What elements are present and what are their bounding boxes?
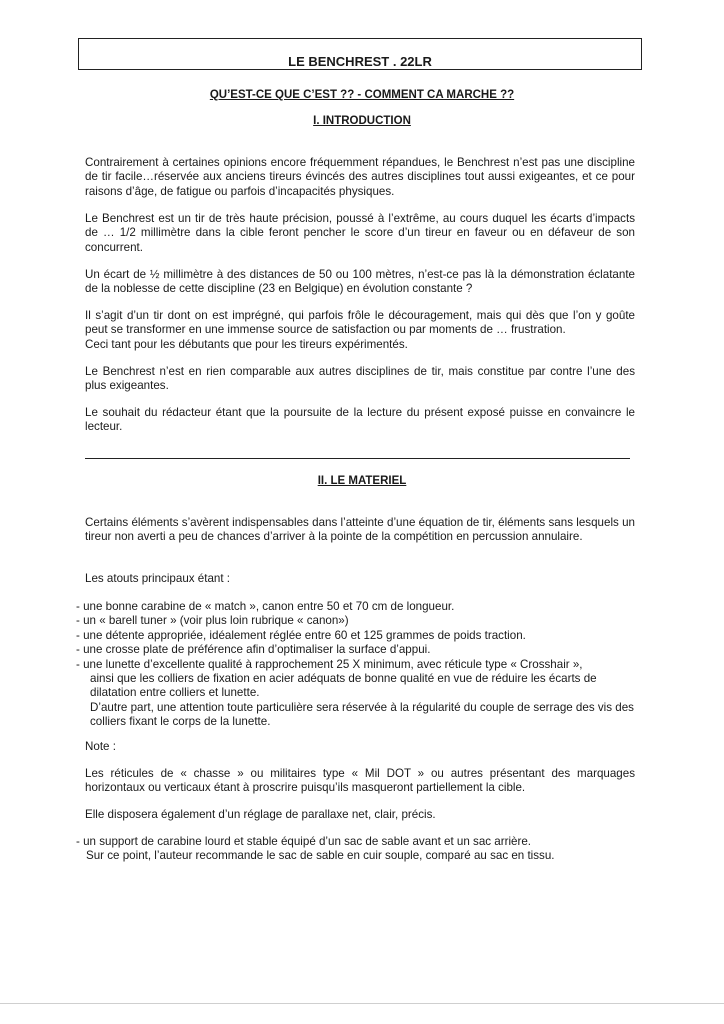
support-item-continuation: Sur ce point, l’auteur recommande le sac de sable en cuir souple, comparé au sac en tissu. bbox=[86, 849, 555, 863]
materiel-intro-paragraph: Certains éléments s’avèrent indispensables dans l’atteinte d’une équation de tir, éléments sans lesquels un tireur non averti a peu de chances d’arriver à la pointe de la compétition en percussion annulaire. bbox=[85, 516, 635, 544]
document-title: LE BENCHREST . 22LR bbox=[288, 54, 432, 69]
scope-item-first-line: - une lunette d’excellente qualité à rapprochement 25 X minimum, avec réticule type « Crosshair », bbox=[76, 657, 583, 671]
note-label: Note : bbox=[85, 740, 116, 753]
note-text: Les réticules de « chasse » ou militaires type « Mil DOT » ou autres présentant des marquages horizontaux ou verticaux étant à proscrire puisqu’ils masqueront partiellement la cible. bbox=[85, 767, 635, 795]
support-item-first-line: - un support de carabine lourd et stable équipé d’un sac de sable avant et un sac arrière. bbox=[76, 835, 532, 848]
title-box bbox=[78, 38, 642, 70]
support-list bbox=[76, 835, 636, 864]
section-divider bbox=[85, 458, 630, 459]
list-item: - une détente appropriée, idéalement réglée entre 60 et 125 grammes de poids traction. bbox=[76, 628, 526, 642]
intro-paragraph-7: Le souhait du rédacteur étant que la poursuite de la lecture du présent exposé puisse en convaincre le lecteur. bbox=[85, 406, 635, 434]
scope-item-continuation-1: ainsi que les colliers de fixation en acier adéquats de bonne qualité en vue de réduire les écarts de dilatation entre colliers et lunette. bbox=[90, 672, 597, 700]
section-heading-introduction: I. INTRODUCTION bbox=[313, 115, 411, 127]
intro-paragraph-6: Le Benchrest n’est en rien comparable aux autres disciplines de tir, mais constitue par contre l’une des plus exigeantes. bbox=[85, 365, 635, 393]
list-item-support bbox=[76, 835, 636, 864]
list-item-scope bbox=[76, 658, 636, 730]
document-subtitle: QU’EST-CE QUE C’EST ?? - COMMENT CA MARCHE ?? bbox=[209, 89, 515, 101]
intro-paragraph-4: Il s’agit d’un tir dont on est imprégné, qui parfois frôle le découragement, mais qui dès que l’on y goûte peut se transformer en une immense source de satisfaction ou par moments de … frustration. bbox=[85, 309, 635, 337]
materiel-list bbox=[76, 600, 636, 730]
materiel-lead: Les atouts principaux étant : bbox=[85, 572, 231, 585]
scan-edge-line bbox=[0, 1003, 724, 1004]
section-heading-materiel: II. LE MATERIEL bbox=[317, 475, 407, 487]
parallax-text: Elle disposera également d’un réglage de parallaxe net, clair, précis. bbox=[85, 808, 436, 821]
list-item: - un « barell tuner » (voir plus loin rubrique « canon») bbox=[76, 614, 349, 628]
intro-paragraph-2: Le Benchrest est un tir de très haute précision, poussé à l’extrême, au cours duquel les écarts d’impacts de … 1/2 millimètre dans la cible feront pencher le score d’un tireur en faveur ou en défaveur de son concurrent. bbox=[85, 212, 635, 254]
list-item: - une bonne carabine de « match », canon entre 50 et 70 cm de longueur. bbox=[76, 600, 455, 613]
list-item: - une crosse plate de préférence afin d’optimaliser la surface d’appui. bbox=[76, 643, 431, 657]
scope-item-continuation-2: D’autre part, une attention toute particulière sera réservée à la régularité du couple de serrage des vis des colliers fixant le corps de la lunette. bbox=[90, 700, 634, 729]
intro-paragraph-1: Contrairement à certaines opinions encore fréquemment répandues, le Benchrest n’est pas une discipline de tir facile…réservée aux anciens tireurs évincés des autres disciplines tout aussi exigeantes, et ce pour raisons d’âge, de fatigue ou parfois d’incapacités physiques. bbox=[85, 156, 635, 198]
intro-paragraph-3: Un écart de ½ millimètre à des distances de 50 ou 100 mètres, n’est-ce pas là la démonstration éclatante de la noblesse de cette discipline (23 en Belgique) en évolution constante ? bbox=[85, 268, 635, 296]
intro-paragraph-5: Ceci tant pour les débutants que pour les tireurs expérimentés. bbox=[85, 338, 408, 351]
